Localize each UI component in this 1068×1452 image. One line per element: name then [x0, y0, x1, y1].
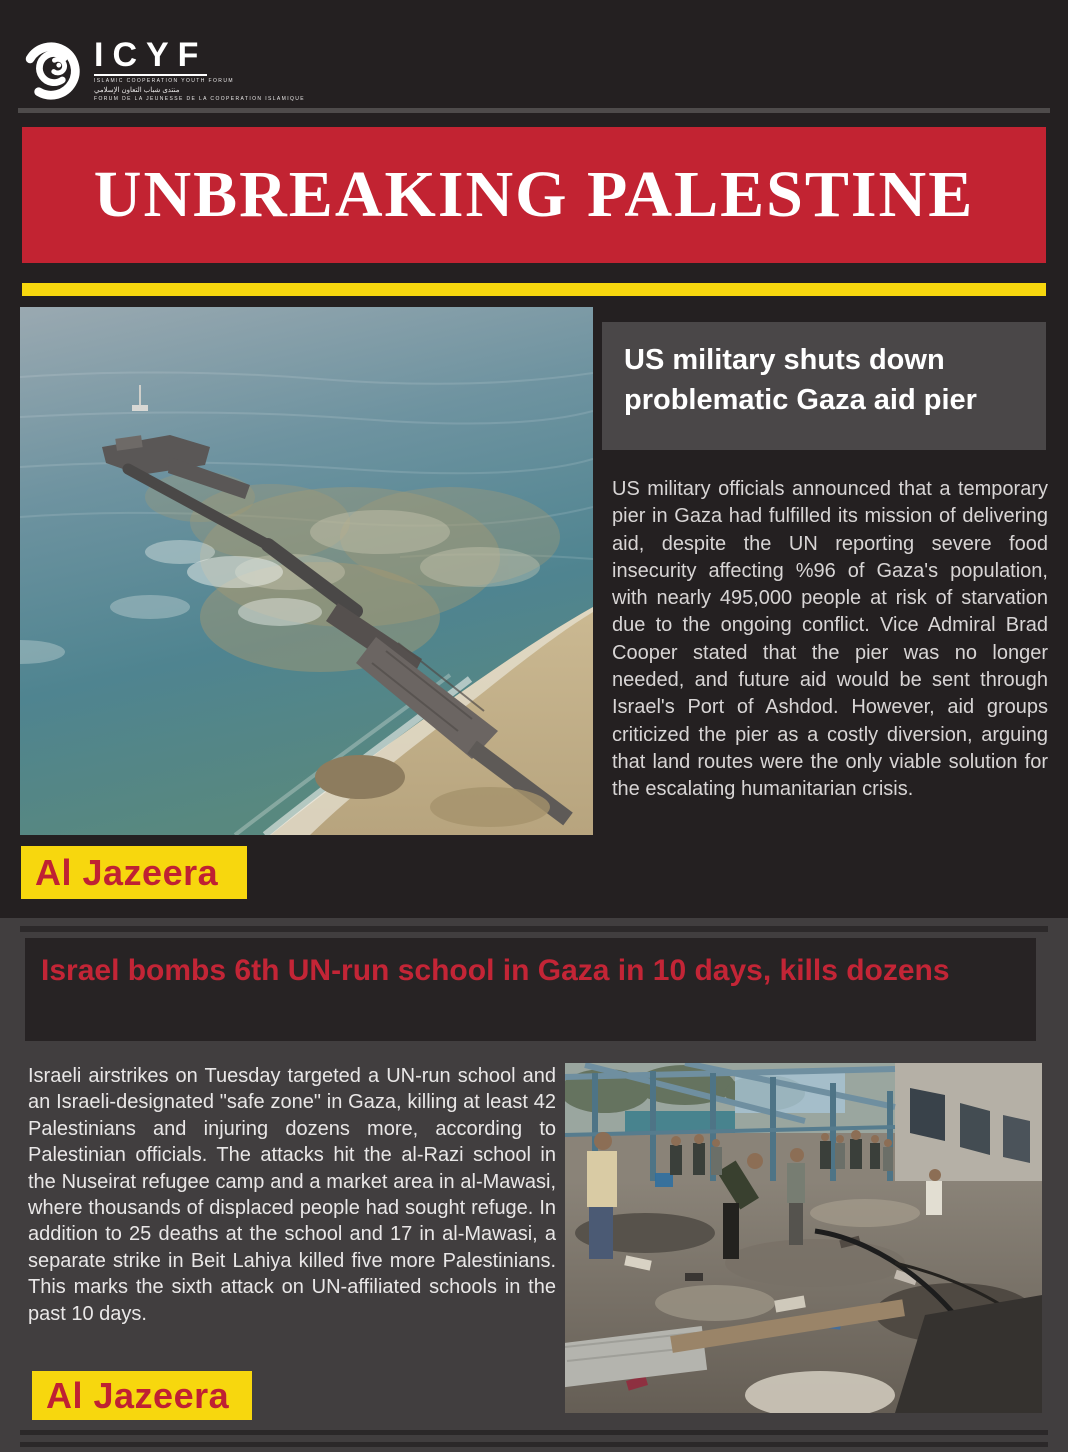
- article2-body: Israeli airstrikes on Tuesday targeted a UN-run school and an Israeli-designated "safe zone" in Gaza, killing at least 42 Palestinians and injuring dozens more, according to Palestinian officials. The attacks hit the al-Razi school in the Nuseirat refugee camp and a market area in al-Mawasi, where thousands of displaced people had sought refuge. In addition to 25 deaths at the school and 17 in al-Mawasi, a separate strike in Beit Lahiya killed five more Palestinians. This marks the sixth attack on UN-affiliated schools in the past 10 days.: [28, 1065, 556, 1325]
- section2-divider-line: [20, 926, 1048, 932]
- article1-headline: US military shuts down problematic Gaza aid pier: [624, 344, 977, 416]
- title-banner: [22, 127, 1046, 263]
- article2-photo-school-rubble: [565, 1063, 1042, 1413]
- article1-source-badge: [21, 846, 247, 899]
- header-divider-line: [18, 108, 1050, 113]
- icyf-tagline-fr: FORUM DE LA JEUNESSE DE LA COOPERATION ISLAMIQUE: [94, 96, 306, 102]
- yellow-accent-bar: [22, 283, 1046, 296]
- article1-source-label: Al Jazeera: [35, 851, 219, 893]
- icyf-logo: [22, 36, 306, 106]
- article1-body: US military officials announced that a temporary pier in Gaza had fulfilled its mission of delivering aid, despite the UN reporting severe food insecurity affecting %96 of Gaza's population, with nearly 495,000 people at risk of starvation due to the ongoing conflict. Vice Admiral Brad Cooper stated that the pier was no longer needed, and future aid would be sent through Israel's Port of Ashdod. However, aid groups criticized the pier as a costly diversion, arguing that land routes were the only viable solution for the escalating humanitarian crisis.: [612, 478, 1048, 801]
- icyf-spiral-icon: [22, 38, 84, 102]
- icyf-acronym: ICYF: [94, 36, 208, 74]
- article1-headline-box: [602, 322, 1046, 450]
- icyf-tagline-en: ISLAMIC COOPERATION YOUTH FORUM: [94, 78, 234, 84]
- article1-photo-pier: [20, 307, 593, 835]
- icyf-logo-text: [94, 38, 305, 102]
- article2-headline: Israel bombs 6th UN-run school in Gaza in 10 days, kills dozens: [41, 954, 950, 987]
- article2-source-badge: [32, 1371, 252, 1420]
- article2-headline-box: [25, 938, 1036, 1041]
- footer-line-1: [20, 1430, 1048, 1435]
- icyf-tagline-ar: منتدى شباب التعاون الإسلامي: [94, 87, 180, 94]
- poster-title: UNBREAKING PALESTINE: [93, 158, 975, 231]
- article2-source-label: Al Jazeera: [46, 1374, 230, 1416]
- footer-line-2: [20, 1442, 1048, 1447]
